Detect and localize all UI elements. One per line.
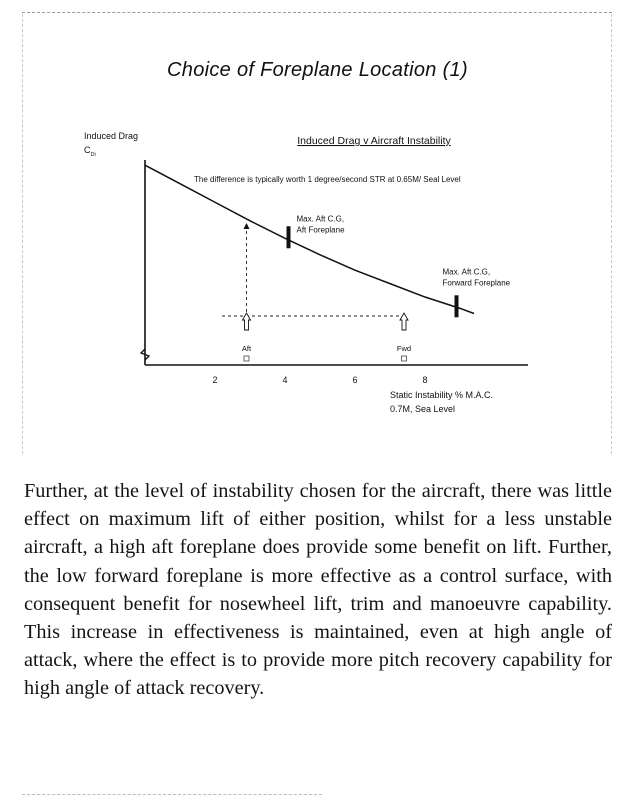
- annotation-aft-foreplane-line1: Max. Aft C.G,: [296, 214, 345, 224]
- x-tick-label: 2: [212, 375, 218, 385]
- annotation-forward-foreplane-line2: Forward Foreplane: [442, 278, 511, 288]
- chart-subtitle: The difference is typically worth 1 degree/second STR at 0.65M/ Seal Level: [194, 175, 461, 184]
- aft-marker-label: Aft: [241, 344, 252, 353]
- chart-title: Induced Drag v Aircraft Instability: [297, 135, 451, 147]
- y-axis-label: Induced Drag: [84, 131, 139, 141]
- x-tick-label: 4: [282, 375, 288, 385]
- aft-arrowhead: [244, 223, 250, 229]
- annotation-aft-foreplane-line2: Aft Foreplane: [296, 225, 345, 235]
- x-axis-sublabel: 0.7M, Sea Level: [390, 404, 456, 414]
- max-aft-cg-aft-foreplane-bar: [287, 226, 291, 248]
- induced-drag-curve: [145, 165, 474, 313]
- page-bottom-border: [22, 794, 322, 795]
- annotation-forward-foreplane-line1: Max. Aft C.G,: [442, 267, 491, 277]
- y-axis-symbol-main: C: [84, 145, 91, 155]
- y-axis-symbol-sub: Di: [90, 152, 96, 158]
- x-tick-labels: [212, 375, 427, 385]
- x-tick-label: 6: [352, 375, 358, 385]
- fwd-marker-foot: [402, 356, 407, 361]
- aft-marker-arrow: [243, 313, 251, 330]
- fwd-marker-label: Fwd: [396, 344, 412, 353]
- max-aft-cg-forward-foreplane-bar: [455, 295, 459, 317]
- x-axis-label: Static Instability % M.A.C.: [390, 390, 494, 400]
- fwd-marker-arrow: [400, 313, 408, 330]
- body-paragraph: Further, at the level of instability chosen for the aircraft, there was little effect on maximum lift of either position, whilst for a less unstable aircraft, a high aft foreplane does provide some benefit on lift. Further, the low forward foreplane is more effective as a control surface, with consequent benefit for nosewheel lift, trim and manoeuvre capability. This increase in effectiveness is maintained, even at high angle of attack, where the effect is to provide more pitch recovery capability for high angle of attack recovery.: [24, 480, 612, 700]
- aft-marker-foot: [244, 356, 249, 361]
- page-title: Choice of Foreplane Location (1): [167, 59, 468, 82]
- y-axis-symbol: [84, 145, 96, 158]
- x-tick-label: 8: [422, 375, 428, 385]
